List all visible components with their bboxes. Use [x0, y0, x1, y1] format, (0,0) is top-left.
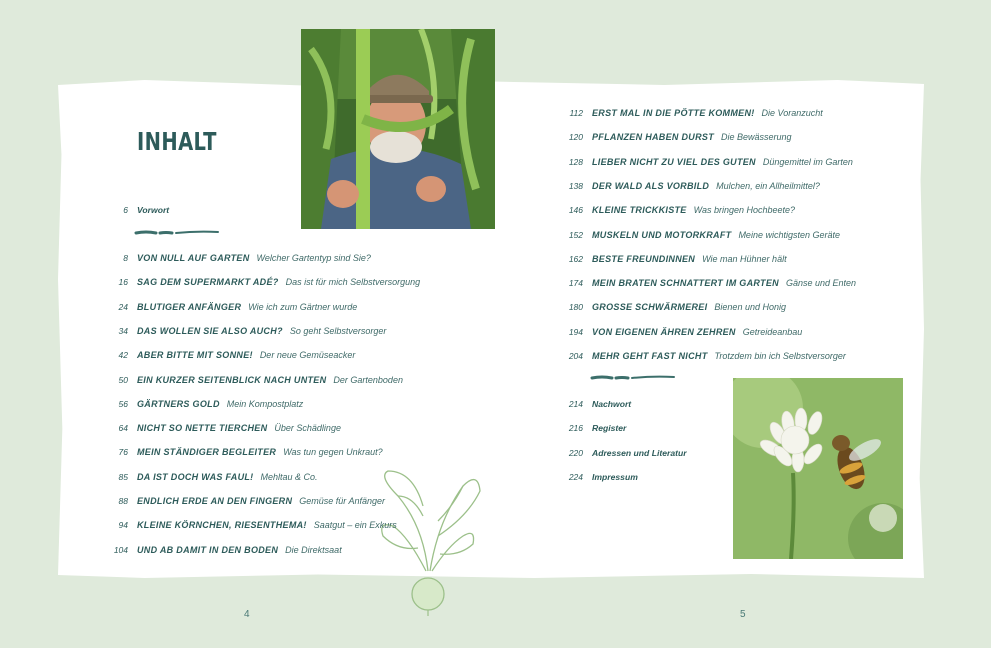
toc-chapter-title: VON EIGENEN ÄHREN ZEHREN: [592, 326, 736, 337]
toc-page-number: 138: [568, 180, 583, 191]
toc-entry: [113, 543, 342, 557]
gardener-portrait-photo: [301, 29, 495, 229]
toc-chapter-title: KLEINE TRICKKISTE: [592, 205, 687, 216]
toc-entry: [568, 397, 632, 411]
toc-chapter-title: ENDLICH ERDE AN DEN FINGERN: [137, 496, 293, 506]
toc-chapter-subtitle: Düngemittel im Garten: [762, 156, 853, 167]
toc-entry: [568, 276, 856, 290]
toc-page-number: 120: [568, 132, 583, 143]
toc-chapter-subtitle: Was bringen Hochbeete?: [693, 205, 796, 216]
toc-chapter-subtitle: Trotzdem bin ich Selbstversorger: [714, 351, 846, 361]
toc-entry: [118, 421, 341, 435]
toc-entry: [568, 130, 792, 144]
toc-page-number: 76: [118, 447, 128, 458]
toc-page-number: 194: [568, 326, 583, 337]
toc-chapter-subtitle: Der neue Gemüseacker: [259, 350, 356, 361]
toc-page-number: 24: [118, 301, 128, 312]
toc-chapter-title: Adressen und Literatur: [592, 447, 687, 458]
toc-chapter-subtitle: Die Direktsaat: [285, 544, 342, 555]
toc-chapter-subtitle: Die Bewässerung: [721, 132, 792, 143]
toc-page-number: 174: [568, 278, 583, 289]
toc-entry: [568, 203, 796, 217]
toc-chapter-title: GÄRTNERS GOLD: [137, 398, 220, 409]
toc-chapter-title: ERST MAL IN DIE PÖTTE KOMMEN!: [592, 108, 755, 118]
toc-chapter-subtitle: Saatgut – ein Exkurs: [313, 520, 397, 531]
toc-chapter-subtitle: Mein Kompostplatz: [226, 398, 304, 409]
toc-chapter-title: ABER BITTE MIT SONNE!: [137, 350, 253, 361]
toc-entry: [569, 106, 823, 120]
toc-chapter-title: DA IST DOCH WAS FAUL!: [137, 471, 254, 482]
toc-page-number: 88: [118, 496, 128, 506]
toc-entry: [118, 470, 318, 484]
toc-entry: [118, 300, 358, 314]
toc-chapter-title: VON NULL AUF GARTEN: [137, 253, 250, 263]
toc-page-number: 94: [118, 520, 128, 531]
toc-entry: [568, 252, 787, 266]
toc-chapter-subtitle: Was tun gegen Unkraut?: [283, 447, 383, 458]
page-number-right: 5: [740, 609, 746, 620]
toc-entry: [118, 494, 385, 508]
page-title: INHALT: [137, 127, 217, 156]
toc-chapter-title: MEIN STÄNDIGER BEGLEITER: [137, 447, 277, 458]
toc-chapter-subtitle: So geht Selbstversorger: [289, 325, 387, 336]
toc-page-number: 152: [568, 229, 583, 240]
toc-chapter-title: PFLANZEN HABEN DURST: [592, 132, 714, 143]
toc-chapter-title: EIN KURZER SEITENBLICK NACH UNTEN: [137, 374, 327, 385]
divider-brush-left: [134, 229, 220, 237]
toc-page-number: 214: [568, 399, 583, 409]
toc-page-number: 8: [123, 253, 128, 263]
toc-entry: [118, 275, 421, 289]
toc-chapter-subtitle: Gemüse für Anfänger: [299, 496, 385, 506]
toc-page-number: 224: [568, 471, 583, 482]
toc-page-number: 146: [568, 205, 583, 216]
toc-page-number: 180: [568, 302, 583, 313]
toc-page-number: 204: [568, 351, 583, 361]
toc-entry: [568, 470, 638, 484]
toc-chapter-title: MEIN BRATEN SCHNATTERT IM GARTEN: [592, 278, 779, 289]
toc-entry: [568, 228, 840, 242]
toc-page-number: 56: [118, 398, 128, 409]
toc-page-number: 6: [123, 205, 128, 215]
toc-entry: [568, 300, 786, 314]
toc-entry: [568, 325, 803, 339]
toc-chapter-title: SAG DEM SUPERMARKT ADÉ?: [137, 277, 279, 288]
toc-entry: [118, 445, 383, 459]
toc-chapter-subtitle: Meine wichtigsten Geräte: [738, 229, 840, 240]
toc-chapter-title: GROSSE SCHWÄRMEREI: [592, 302, 708, 313]
toc-chapter-title: MEHR GEHT FAST NICHT: [592, 351, 708, 361]
toc-page-number: 42: [118, 350, 128, 361]
toc-chapter-title: UND AB DAMIT IN DEN BODEN: [137, 544, 279, 555]
toc-page-number: 104: [113, 544, 128, 555]
toc-page-number: 112: [569, 108, 583, 118]
toc-page-number: 162: [568, 253, 583, 264]
toc-chapter-subtitle: Wie man Hühner hält: [702, 253, 787, 264]
toc-chapter-subtitle: Getreideanbau: [742, 326, 803, 337]
toc-chapter-title: Vorwort: [137, 205, 170, 215]
toc-entry: [118, 518, 397, 532]
toc-page-number: 16: [118, 277, 128, 288]
toc-entry: [568, 446, 687, 460]
toc-chapter-title: BLUTIGER ANFÄNGER: [137, 301, 242, 312]
toc-entry: [118, 348, 356, 362]
toc-chapter-title: NICHT SO NETTE TIERCHEN: [137, 423, 268, 434]
toc-page-number: 50: [118, 374, 128, 385]
toc-chapter-subtitle: Das ist für mich Selbstversorgung: [285, 277, 421, 288]
toc-page-number: 85: [118, 471, 128, 482]
toc-page-number: 64: [118, 423, 128, 434]
toc-chapter-title: BESTE FREUNDINNEN: [592, 253, 696, 264]
toc-entry: [118, 397, 304, 411]
toc-chapter-subtitle: Über Schädlinge: [274, 423, 341, 434]
toc-entry: [123, 251, 371, 265]
toc-chapter-subtitle: Bienen und Honig: [714, 302, 786, 313]
toc-chapter-title: Impressum: [592, 471, 638, 482]
toc-entry: [123, 203, 170, 217]
toc-chapter-subtitle: Mehltau & Co.: [260, 471, 318, 482]
toc-chapter-title: Nachwort: [592, 399, 632, 409]
toc-chapter-subtitle: Mulchen, ein Allheilmittel?: [716, 180, 820, 191]
radish-illustration: [368, 466, 488, 616]
toc-chapter-title: MUSKELN UND MOTORKRAFT: [592, 229, 732, 240]
toc-chapter-subtitle: Wie ich zum Gärtner wurde: [248, 301, 358, 312]
toc-chapter-title: LIEBER NICHT ZU VIEL DES GUTEN: [592, 156, 756, 167]
toc-entry: [568, 155, 853, 169]
toc-entry: [568, 421, 627, 435]
toc-page-number: 34: [118, 325, 128, 336]
toc-chapter-title: DER WALD ALS VORBILD: [592, 180, 710, 191]
toc-chapter-subtitle: Welcher Gartentyp sind Sie?: [256, 253, 371, 263]
toc-entry: [118, 373, 403, 387]
divider-brush-right: [590, 374, 676, 382]
toc-entry: [568, 349, 846, 363]
toc-page-number: 216: [568, 423, 583, 434]
toc-entry: [568, 179, 820, 193]
toc-chapter-subtitle: Der Gartenboden: [333, 374, 403, 385]
toc-chapter-title: Register: [592, 423, 627, 434]
toc-page-number: 128: [568, 156, 583, 167]
page-number-left: 4: [244, 609, 250, 620]
toc-chapter-subtitle: Gänse und Enten: [785, 278, 856, 289]
toc-chapter-title: KLEINE KÖRNCHEN, RIESENTHEMA!: [137, 520, 307, 531]
toc-page-number: 220: [568, 447, 583, 458]
toc-chapter-title: DAS WOLLEN SIE ALSO AUCH?: [137, 325, 283, 336]
toc-entry: [118, 324, 387, 338]
bee-clover-photo: [733, 378, 903, 559]
toc-chapter-subtitle: Die Voranzucht: [761, 108, 823, 118]
